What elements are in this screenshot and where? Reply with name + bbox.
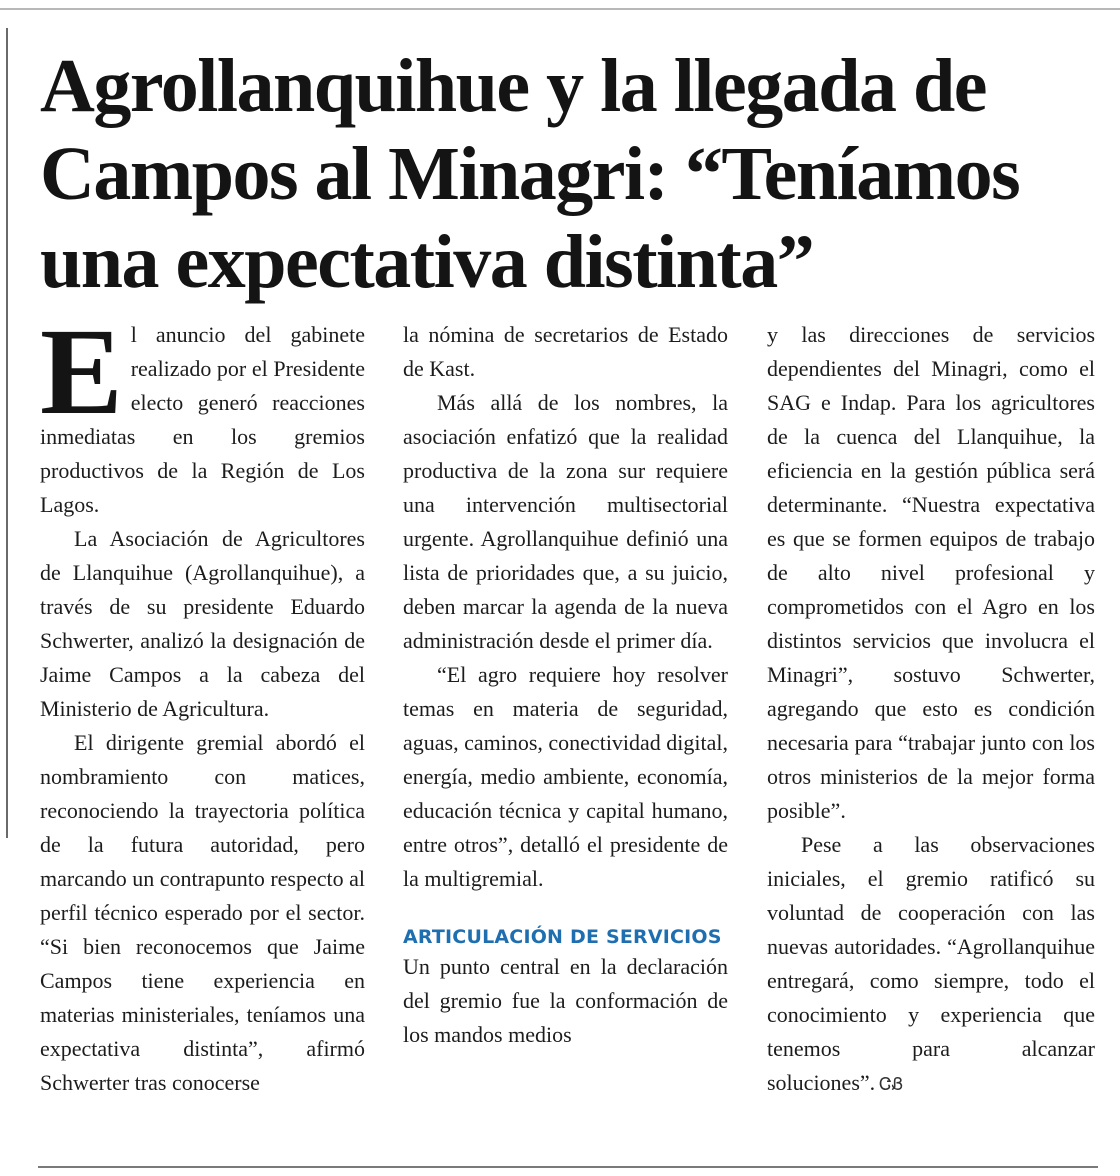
top-rule [0, 8, 1120, 10]
paragraph-6-continued: y las direcciones de servicios dependientes del Minagri, como el SAG e Indap. Para los agricultores de la cuenca del Llanquihue, la eficiencia en la gestión pública será determinante. “Nuestra expectativa es que se formen equipos de trabajo de alto nivel profesional y comprometidos con el Agro en los distintos servicios que involucra el Minagri”, sostuvo Schwerter, agregando que esto es condición necesaria para “trabajar junto con los otros ministerios de la mejor forma posible”. [767, 322, 1095, 823]
paragraph-6: Un punto central en la declaración del gremio fue la conformación de los mandos medios [403, 954, 728, 1047]
paragraph-7 [767, 828, 1095, 1102]
end-mark-icon: ᏣᏰ [879, 1074, 904, 1095]
left-column-rule [6, 28, 8, 838]
article-headline [40, 42, 1100, 306]
headline-line-2: Campos al Minagri: “Teníamos [40, 132, 1020, 216]
paragraph-2: La Asociación de Agricultores de Llanquihue (Agrollanquihue), a través de su presidente Eduardo Schwerter, analizó la designación de Jaime Campos a la cabeza del Ministerio de Agricultura. [40, 526, 365, 721]
headline-line-1: Agrollanquihue y la llegada de [40, 44, 987, 128]
paragraph-4: Más allá de los nombres, la asociación enfatizó que la realidad productiva de la zona sur requiere una intervención multisectorial urgente. Agrollanquihue definió una lista de prioridades que, a su juicio, deben marcar la agenda de la nueva administración desde el primer día. [403, 390, 728, 653]
paragraph-7-text: Pese a las observaciones iniciales, el gremio ratificó su voluntad de cooperación con las nuevas autoridades. “Agrollanquihue entregará, como siempre, todo el conocimiento y experiencia que tenemos para alcanzar soluciones”. [767, 832, 1095, 1095]
section-subhead: ARTICULACIÓN DE SERVICIOS [403, 926, 722, 948]
paragraph-3: El dirigente gremial abordó el nombramiento con matices, reconociendo la trayectoria política de la futura autoridad, pero marcando un contrapunto respecto al perfil técnico esperado por el sector. “Si bien reconocemos que Jaime Campos tiene experiencia en materias ministeriales, teníamos una expectativa distinta”, afirmó Schwerter tras conocerse [40, 730, 365, 1095]
article-column-3 [767, 318, 1095, 1102]
paragraph-1-text: l anuncio del gabinete realizado por el Presidente electo generó reacciones inmediatas en los gremios productivos de la Región de Los Lagos. [40, 322, 365, 517]
article-column-2 [403, 318, 728, 1052]
paragraph-1 [40, 303, 365, 522]
paragraph-5: “El agro requiere hoy resolver temas en materia de seguridad, aguas, caminos, conectividad digital, energía, medio ambiente, economía, educación técnica y capital humano, entre otros”, detalló el presidente de la multigremial. [403, 662, 729, 891]
headline-line-3: una expectativa distinta” [40, 220, 814, 304]
bottom-rule [38, 1166, 1098, 1168]
drop-cap: E [40, 303, 123, 440]
article-column-1 [40, 303, 365, 1100]
paragraph-3-continued: la nómina de secretarios de Estado de Kast. [403, 322, 728, 381]
